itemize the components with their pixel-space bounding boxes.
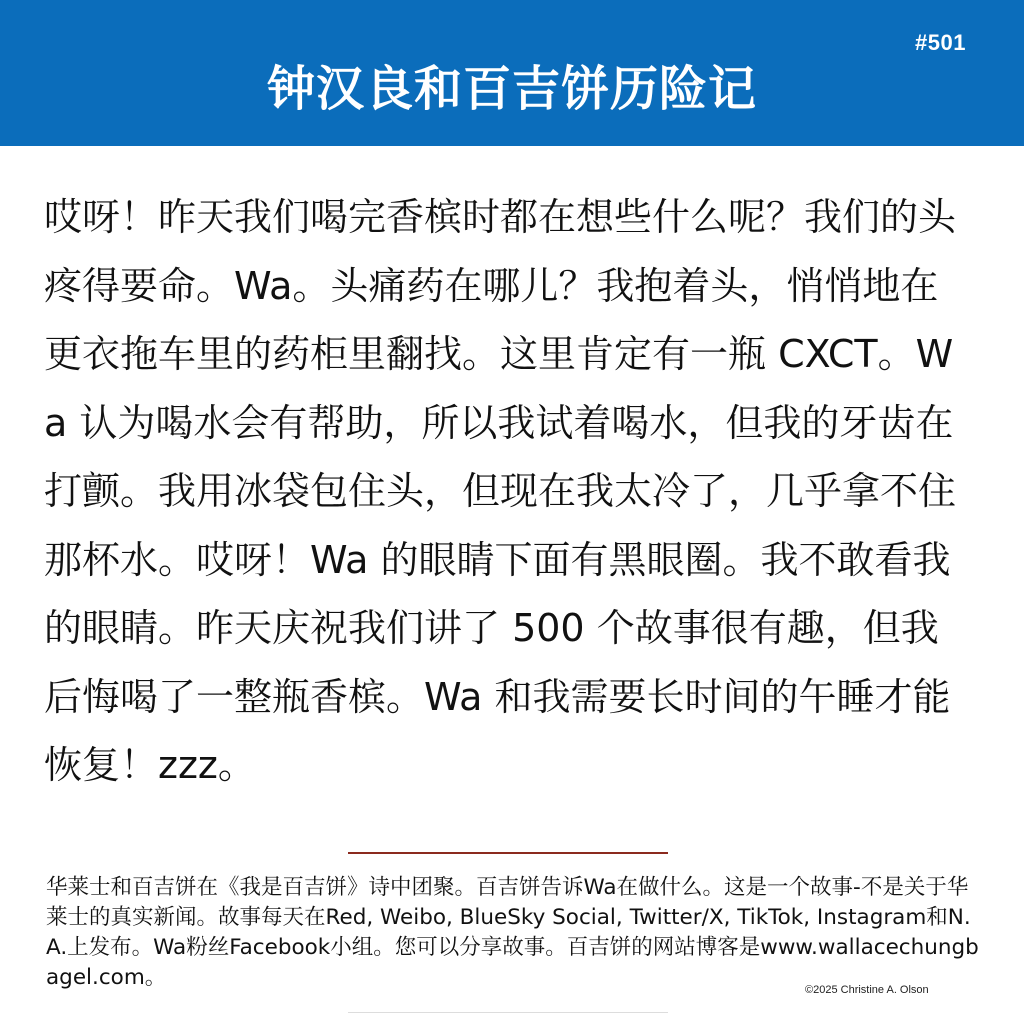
footnote-text: 华莱士和百吉饼在《我是百吉饼》诗中团聚。百吉饼告诉Wa在做什么。这是一个故事-不是关于华莱士的真实新闻。故事每天在Red, Weibo, BlueSky Social, Twitter/X, TikTok, Instagram和N.A.上发布。Wa粉丝Facebook小组。您可以分享故事。百吉饼的网站博客是www.wallacechungbagel.com。 (46, 875, 979, 990)
bottom-divider (348, 1012, 668, 1013)
story-text: 哎呀！昨天我们喝完香槟时都在想些什么呢？我们的头疼得要命。Wa。头痛药在哪儿？我抱着头，悄悄地在更衣拖车里的药柜里翻找。这里肯定有一瓶 CXCT。Wa 认为喝水会有帮助，所以我试着喝水，但我的牙齿在打颤。我用冰袋包住头，但现在我太冷了，几乎拿不住那杯水。哎呀！Wa 的眼睛下面有黑眼圈。我不敢看我的眼睛。昨天庆祝我们讲了 500 个故事很有趣，但我后悔喝了一整瓶香槟。Wa 和我需要长时间的午睡才能恢复！zzz。 (44, 195, 957, 787)
header-banner (0, 0, 1024, 146)
page-title: 钟汉良和百吉饼历险记 (266, 61, 757, 117)
copyright-notice: ©2025 Christine A. Olson (805, 984, 929, 996)
issue-number: #501 (915, 30, 966, 55)
divider (348, 852, 668, 854)
